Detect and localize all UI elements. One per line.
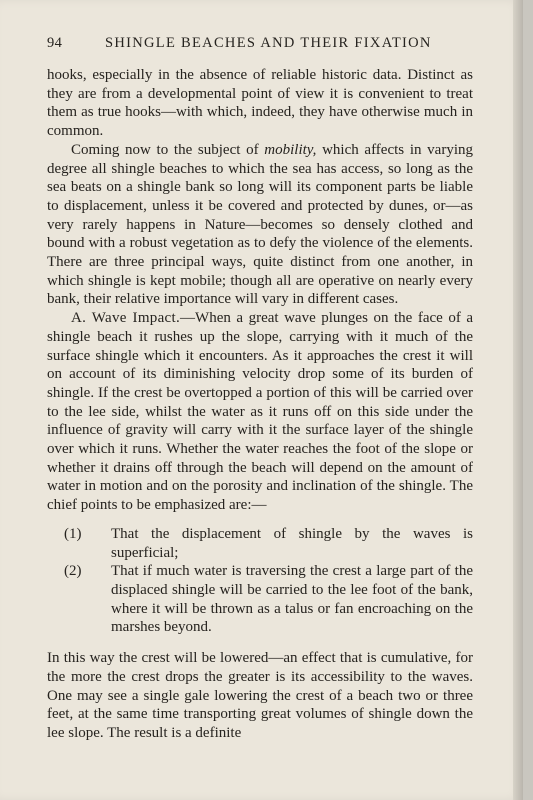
paragraph-text: —When a great wave plunges on the face of a shingle beach it rushes up the slope, carrying with it much of the surface shingle which it encounters. As it approaches the crest it will on account of its diminishing velocity drop some of its burden of shingle. If the crest be overtopped a portion of this will be carried over to the lee side, whilst the water as it runs off on this side under the influence of gravity will carry with it the surface layer of the shingle over which it runs. Whether the water reaches the foot of the slope or whether it drains off through the beach will depend on the amount of water in motion and on the porosity and inclination of the shingle. The chief points to be emphasized are:— xyxy=(47,310,473,514)
list-item-text: That the displacement of shingle by the waves is superficial; xyxy=(111,525,473,561)
paragraph-lowering: In this way the crest will be lowered—an effect that is cumulative, for the more the crest drops the greater is its accessibility to the waves. One may see a single gale lowering the crest of a beach two or three feet, at the same time transporting great volumes of shingle down the lee slope. The result is a definite xyxy=(47,650,473,741)
paragraph-wave-impact xyxy=(47,309,473,515)
page-number: 94 xyxy=(47,35,63,51)
section-heading: A. Wave Impact. xyxy=(71,310,181,327)
list-item-text: That if much water is traversing the crest a large part of the displaced shingle will be carried to the lee foot of the bank, where it will be thrown as a talus or fan encroaching on the marshes beyond. xyxy=(111,563,473,636)
paragraph-text: which affects in varying degree all shingle beaches to which the sea has access, so long as the sea beats on a shingle bank so long will its component parts be liable to displacement, unless it be covered and protected by dunes, or—as very rarely happens in Nature—becomes so densely clothed and bound with a robust vegetation as to defy the violence of the elements. There are three principal ways, quite distinct from one another, in which shingle is kept mobile; though all are operative on nearly every bank, their relative importance will vary in different cases. xyxy=(47,141,473,308)
list-item xyxy=(47,562,473,637)
numbered-list xyxy=(47,525,473,637)
page-body xyxy=(47,66,473,743)
list-marker: (1) xyxy=(64,525,82,542)
page-header xyxy=(47,35,503,55)
paragraph-mobility xyxy=(47,141,473,309)
paragraph-text: Coming now to the subject of xyxy=(71,141,265,158)
list-item xyxy=(47,525,473,562)
paragraph-continuation: hooks, especially in the absence of reliable historic data. Distinct as they are from a developmental point of view it is convenient to treat them as true hooks—with which, indeed, they have otherwise much in common. xyxy=(47,67,473,140)
italic-term: mobility, xyxy=(264,141,317,158)
list-marker: (2) xyxy=(64,563,82,580)
page-edge-shadow xyxy=(513,0,523,800)
running-head: SHINGLE BEACHES AND THEIR FIXATION xyxy=(105,35,432,51)
